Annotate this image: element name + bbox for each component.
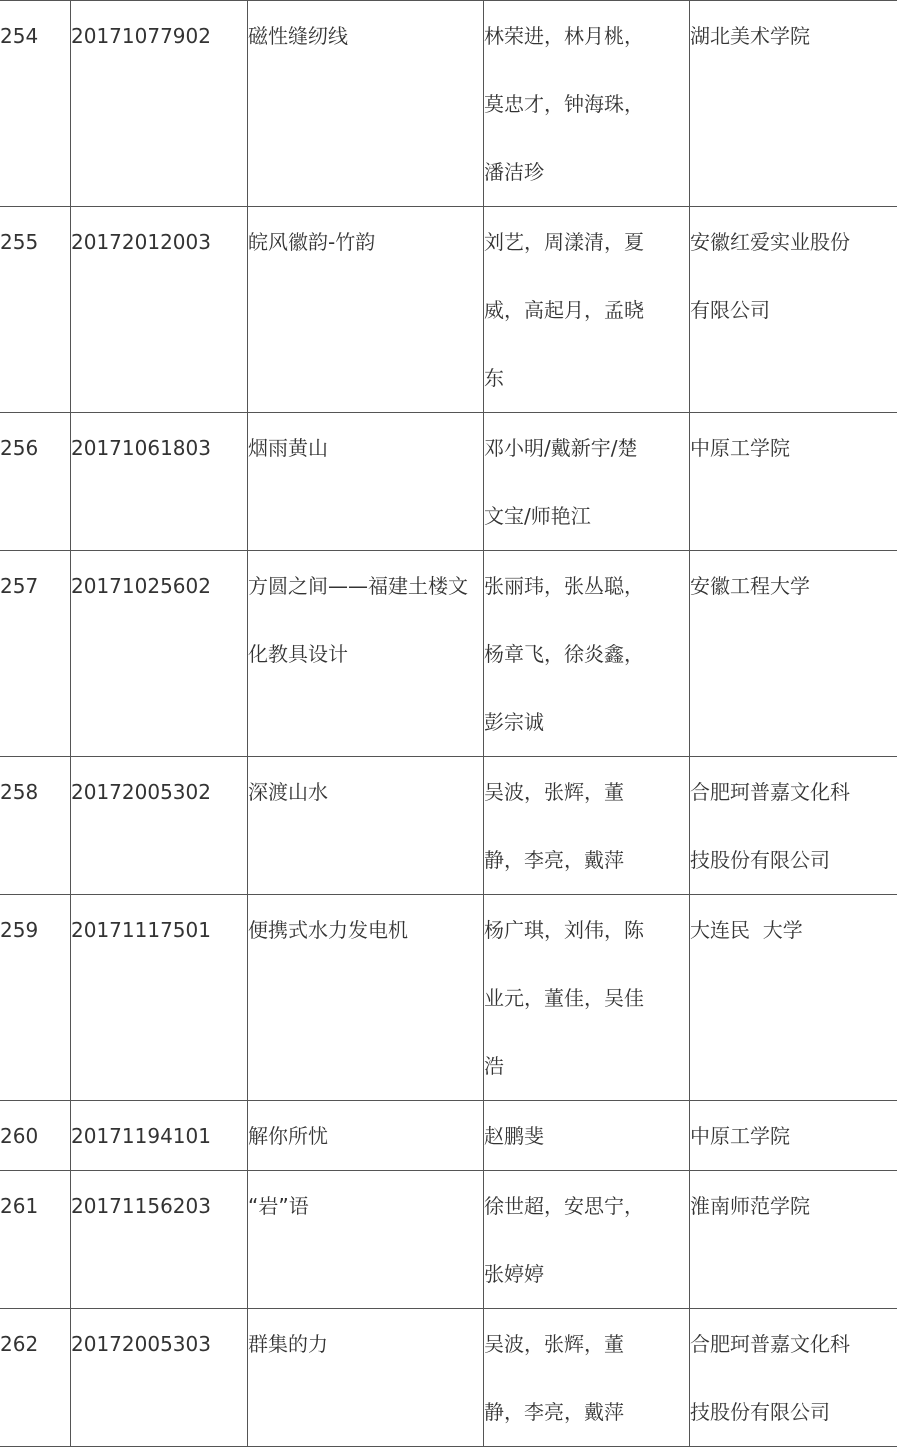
work-title: 烟雨黄山 bbox=[248, 414, 483, 482]
authors-line: 邓小明/戴新宇/楚 bbox=[484, 414, 689, 482]
row-number-cell bbox=[0, 757, 71, 895]
authors-line: 静，李亮，戴萍 bbox=[484, 826, 689, 894]
organization-cell bbox=[690, 207, 897, 413]
authors-line: 文宝/师艳江 bbox=[484, 482, 689, 550]
table-row bbox=[0, 1, 897, 207]
authors-line: 浩 bbox=[484, 1032, 689, 1100]
authors-line: 业元，董佳，吴佳 bbox=[484, 964, 689, 1032]
authors-line: 莫忠才，钟海珠， bbox=[484, 70, 689, 138]
organization-line: 合肥珂普嘉文化科 bbox=[690, 758, 897, 826]
authors-cell bbox=[484, 1, 690, 207]
work-title-cell bbox=[248, 207, 484, 413]
entry-code: 20172012003 bbox=[71, 208, 247, 276]
authors-line: 杨章飞，徐炎鑫， bbox=[484, 620, 689, 688]
row-number-cell bbox=[0, 895, 71, 1101]
row-number-cell bbox=[0, 1309, 71, 1447]
authors-cell bbox=[484, 895, 690, 1101]
organization bbox=[690, 414, 897, 482]
work-title-cell bbox=[248, 895, 484, 1101]
authors-line: 威，高起月，孟晓 bbox=[484, 276, 689, 344]
work-title: 方圆之间——福建土楼文化教具设计 bbox=[248, 552, 483, 688]
table-row bbox=[0, 1101, 897, 1171]
authors-line: 赵鹏斐 bbox=[484, 1102, 689, 1170]
entry-code: 20171025602 bbox=[71, 552, 247, 620]
organization-cell bbox=[690, 1, 897, 207]
row-number: 256 bbox=[0, 414, 70, 482]
work-title-cell bbox=[248, 1, 484, 207]
row-number: 262 bbox=[0, 1310, 70, 1378]
row-number: 260 bbox=[0, 1102, 70, 1170]
authors-line: 静，李亮，戴萍 bbox=[484, 1378, 689, 1446]
entry-code-cell bbox=[71, 1309, 248, 1447]
organization-line: 湖北美术学院 bbox=[690, 2, 897, 70]
work-title-cell bbox=[248, 551, 484, 757]
authors bbox=[484, 1172, 689, 1308]
authors-cell bbox=[484, 1101, 690, 1171]
authors-line: 东 bbox=[484, 344, 689, 412]
table-row bbox=[0, 551, 897, 757]
organization-cell bbox=[690, 551, 897, 757]
authors-line: 杨广琪，刘伟，陈 bbox=[484, 896, 689, 964]
organization-line: 技股份有限公司 bbox=[690, 826, 897, 894]
table-row bbox=[0, 1309, 897, 1447]
table-row bbox=[0, 895, 897, 1101]
entry-code-cell bbox=[71, 757, 248, 895]
table-row bbox=[0, 757, 897, 895]
entry-code: 20171061803 bbox=[71, 414, 247, 482]
row-number: 259 bbox=[0, 896, 70, 964]
authors-line: 张丽玮，张丛聪， bbox=[484, 552, 689, 620]
work-title: “岩”语 bbox=[248, 1172, 483, 1240]
entry-code-cell bbox=[71, 1101, 248, 1171]
organization bbox=[690, 896, 897, 964]
entry-code-cell bbox=[71, 1171, 248, 1309]
work-title-cell bbox=[248, 757, 484, 895]
organization-cell bbox=[690, 1101, 897, 1171]
organization bbox=[690, 758, 897, 894]
entry-code: 20171077902 bbox=[71, 2, 247, 70]
authors-line: 彭宗诚 bbox=[484, 688, 689, 756]
row-number: 257 bbox=[0, 552, 70, 620]
row-number: 255 bbox=[0, 208, 70, 276]
work-title: 皖风徽韵-竹韵 bbox=[248, 208, 483, 276]
authors bbox=[484, 1310, 689, 1446]
row-number-cell bbox=[0, 413, 71, 551]
table-row bbox=[0, 1171, 897, 1309]
organization-line: 有限公司 bbox=[690, 276, 897, 344]
authors-line: 徐世超，安思宁， bbox=[484, 1172, 689, 1240]
authors-line: 刘艺，周漾清，夏 bbox=[484, 208, 689, 276]
authors-cell bbox=[484, 551, 690, 757]
entry-code: 20171194101 bbox=[71, 1102, 247, 1170]
row-number: 258 bbox=[0, 758, 70, 826]
row-number-cell bbox=[0, 1101, 71, 1171]
authors bbox=[484, 1102, 689, 1170]
entry-code: 20172005302 bbox=[71, 758, 247, 826]
organization-line: 中原工学院 bbox=[690, 1102, 897, 1170]
authors-line: 张婷婷 bbox=[484, 1240, 689, 1308]
entry-code-cell bbox=[71, 207, 248, 413]
row-number-cell bbox=[0, 1, 71, 207]
work-title-cell bbox=[248, 1101, 484, 1171]
organization bbox=[690, 552, 897, 620]
organization-cell bbox=[690, 895, 897, 1101]
entry-code: 20171117501 bbox=[71, 896, 247, 964]
authors-line: 潘洁珍 bbox=[484, 138, 689, 206]
work-title: 群集的力 bbox=[248, 1310, 483, 1378]
authors-line: 吴波，张辉，董 bbox=[484, 1310, 689, 1378]
authors bbox=[484, 758, 689, 894]
work-title-cell bbox=[248, 1309, 484, 1447]
organization-line: 大连民 大学 bbox=[690, 896, 897, 964]
authors bbox=[484, 552, 689, 756]
authors bbox=[484, 208, 689, 412]
entry-code: 20171156203 bbox=[71, 1172, 247, 1240]
authors-line: 吴波，张辉，董 bbox=[484, 758, 689, 826]
work-title-cell bbox=[248, 413, 484, 551]
entry-code: 20172005303 bbox=[71, 1310, 247, 1378]
entry-code-cell bbox=[71, 1, 248, 207]
organization bbox=[690, 208, 897, 344]
row-number: 254 bbox=[0, 2, 70, 70]
work-title: 便携式水力发电机 bbox=[248, 896, 483, 964]
authors-cell bbox=[484, 207, 690, 413]
authors-cell bbox=[484, 1171, 690, 1309]
authors bbox=[484, 414, 689, 550]
authors-cell bbox=[484, 1309, 690, 1447]
authors bbox=[484, 2, 689, 206]
authors-line: 林荣进，林月桃， bbox=[484, 2, 689, 70]
table-row bbox=[0, 413, 897, 551]
entry-code-cell bbox=[71, 895, 248, 1101]
work-title: 解你所忧 bbox=[248, 1102, 483, 1170]
row-number: 261 bbox=[0, 1172, 70, 1240]
organization-line: 中原工学院 bbox=[690, 414, 897, 482]
organization-line: 技股份有限公司 bbox=[690, 1378, 897, 1446]
organization-line: 安徽工程大学 bbox=[690, 552, 897, 620]
organization bbox=[690, 1310, 897, 1446]
work-title-cell bbox=[248, 1171, 484, 1309]
entry-code-cell bbox=[71, 551, 248, 757]
work-title: 磁性缝纫线 bbox=[248, 2, 483, 70]
organization-line: 安徽红爱实业股份 bbox=[690, 208, 897, 276]
organization-cell bbox=[690, 1171, 897, 1309]
authors-cell bbox=[484, 413, 690, 551]
entry-code-cell bbox=[71, 413, 248, 551]
organization bbox=[690, 1102, 897, 1170]
organization-cell bbox=[690, 1309, 897, 1447]
row-number-cell bbox=[0, 551, 71, 757]
organization-cell bbox=[690, 413, 897, 551]
organization-line: 合肥珂普嘉文化科 bbox=[690, 1310, 897, 1378]
organization-cell bbox=[690, 757, 897, 895]
table-row bbox=[0, 207, 897, 413]
organization bbox=[690, 2, 897, 70]
organization-line: 淮南师范学院 bbox=[690, 1172, 897, 1240]
row-number-cell bbox=[0, 207, 71, 413]
work-title: 深渡山水 bbox=[248, 758, 483, 826]
row-number-cell bbox=[0, 1171, 71, 1309]
authors bbox=[484, 896, 689, 1100]
organization bbox=[690, 1172, 897, 1240]
authors-cell bbox=[484, 757, 690, 895]
